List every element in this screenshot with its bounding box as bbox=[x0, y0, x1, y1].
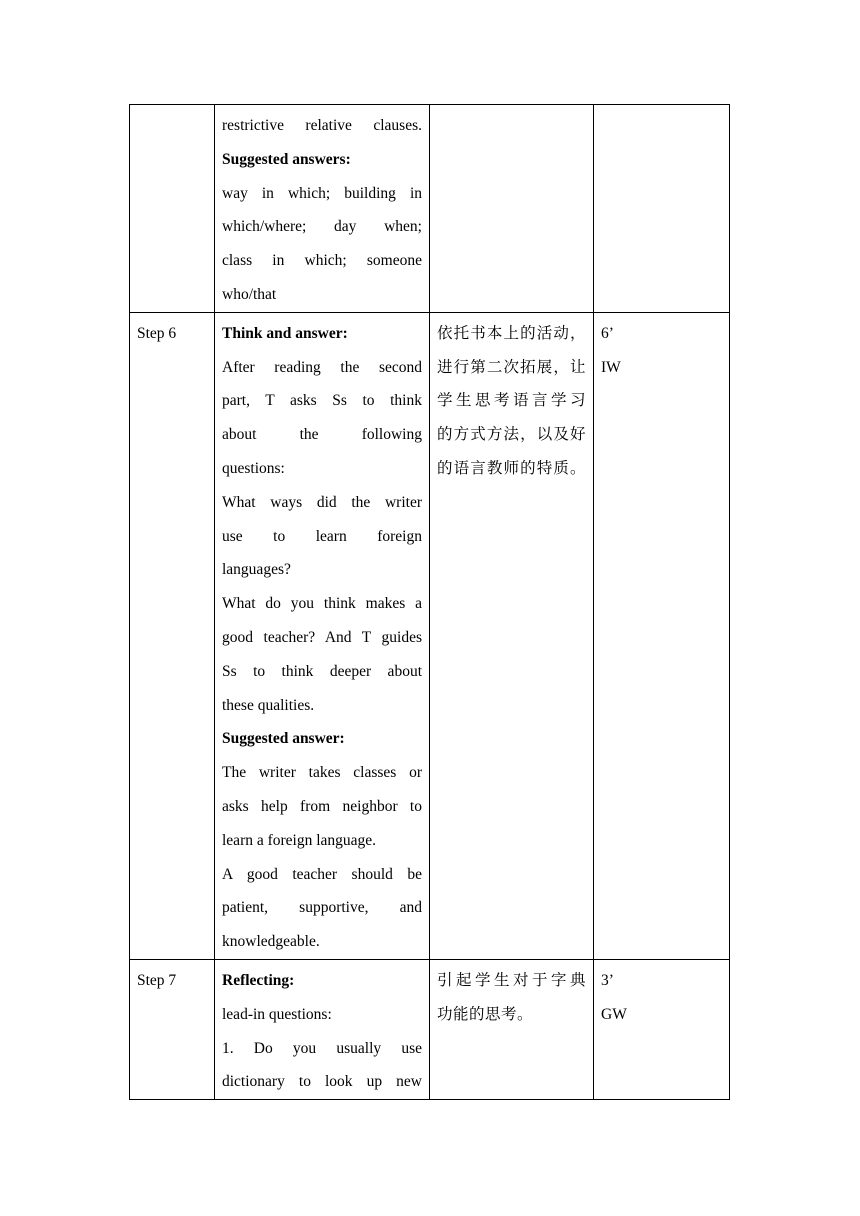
content-line: The writer takes classes or bbox=[222, 764, 422, 782]
content-cell bbox=[215, 312, 430, 959]
content-line: 1. Do you usually use bbox=[222, 1039, 422, 1057]
purpose-line: 进行第二次拓展，让 bbox=[437, 357, 586, 376]
content-heading: Suggested answers: bbox=[222, 150, 351, 168]
step-cell bbox=[130, 312, 215, 959]
time-label: 6’ bbox=[601, 324, 614, 342]
content-line: good teacher? And T guides bbox=[222, 628, 422, 646]
table-row bbox=[130, 312, 730, 959]
content-line: knowledgeable. bbox=[222, 933, 320, 951]
mode-label: GW bbox=[601, 1005, 627, 1023]
content-line: What ways did the writer bbox=[222, 493, 422, 511]
purpose-line: 的语言教师的特质。 bbox=[437, 458, 586, 477]
mode-label: IW bbox=[601, 358, 621, 376]
table-row bbox=[130, 105, 730, 313]
step-label: Step 7 bbox=[137, 971, 177, 989]
content-heading: Think and answer: bbox=[222, 324, 348, 342]
purpose-line: 功能的思考。 bbox=[437, 1004, 534, 1023]
content-line: these qualities. bbox=[222, 696, 315, 714]
purpose-cell bbox=[430, 105, 594, 313]
content-line: which/where; day when; bbox=[222, 218, 422, 236]
step-cell bbox=[130, 959, 215, 1099]
content-line: lead-in questions: bbox=[222, 1005, 332, 1023]
content-line: learn a foreign language. bbox=[222, 831, 377, 849]
content-line: way in which; building in bbox=[222, 184, 422, 202]
content-line: Ss to think deeper about bbox=[222, 662, 422, 680]
purpose-line: 依托书本上的活动， bbox=[437, 323, 586, 342]
content-line: about the following bbox=[222, 426, 422, 444]
table-row bbox=[130, 959, 730, 1099]
purpose-cell bbox=[430, 312, 594, 959]
lesson-plan-table bbox=[129, 104, 730, 1100]
content-cell bbox=[215, 959, 430, 1099]
time-label: 3’ bbox=[601, 971, 614, 989]
content-line: class in which; someone bbox=[222, 252, 422, 270]
content-heading: Suggested answer: bbox=[222, 730, 345, 748]
time-mode-cell bbox=[594, 105, 730, 313]
content-line: part, T asks Ss to think bbox=[222, 392, 422, 410]
content-line: A good teacher should be bbox=[222, 865, 422, 883]
content-line: patient, supportive, and bbox=[222, 899, 422, 917]
content-line: restrictive relative clauses. bbox=[222, 117, 422, 134]
content-line: who/that bbox=[222, 285, 277, 303]
time-mode-cell bbox=[594, 312, 730, 959]
purpose-line: 的方式方法，以及好 bbox=[437, 425, 586, 444]
content-line: dictionary to look up new bbox=[222, 1073, 422, 1091]
content-line: use to learn foreign bbox=[222, 527, 422, 545]
step-cell bbox=[130, 105, 215, 313]
content-line: What do you think makes a bbox=[222, 595, 422, 613]
content-heading: Reflecting: bbox=[222, 971, 295, 989]
step-label: Step 6 bbox=[137, 324, 177, 342]
purpose-line: 学生思考语言学习 bbox=[437, 391, 586, 410]
content-line: asks help from neighbor to bbox=[222, 797, 422, 815]
purpose-line: 引起学生对于字典 bbox=[437, 970, 586, 989]
content-cell bbox=[215, 105, 430, 313]
content-line: languages? bbox=[222, 561, 291, 579]
time-mode-cell bbox=[594, 959, 730, 1099]
content-line: After reading the second bbox=[222, 358, 422, 376]
content-line: questions: bbox=[222, 459, 285, 477]
purpose-cell bbox=[430, 959, 594, 1099]
